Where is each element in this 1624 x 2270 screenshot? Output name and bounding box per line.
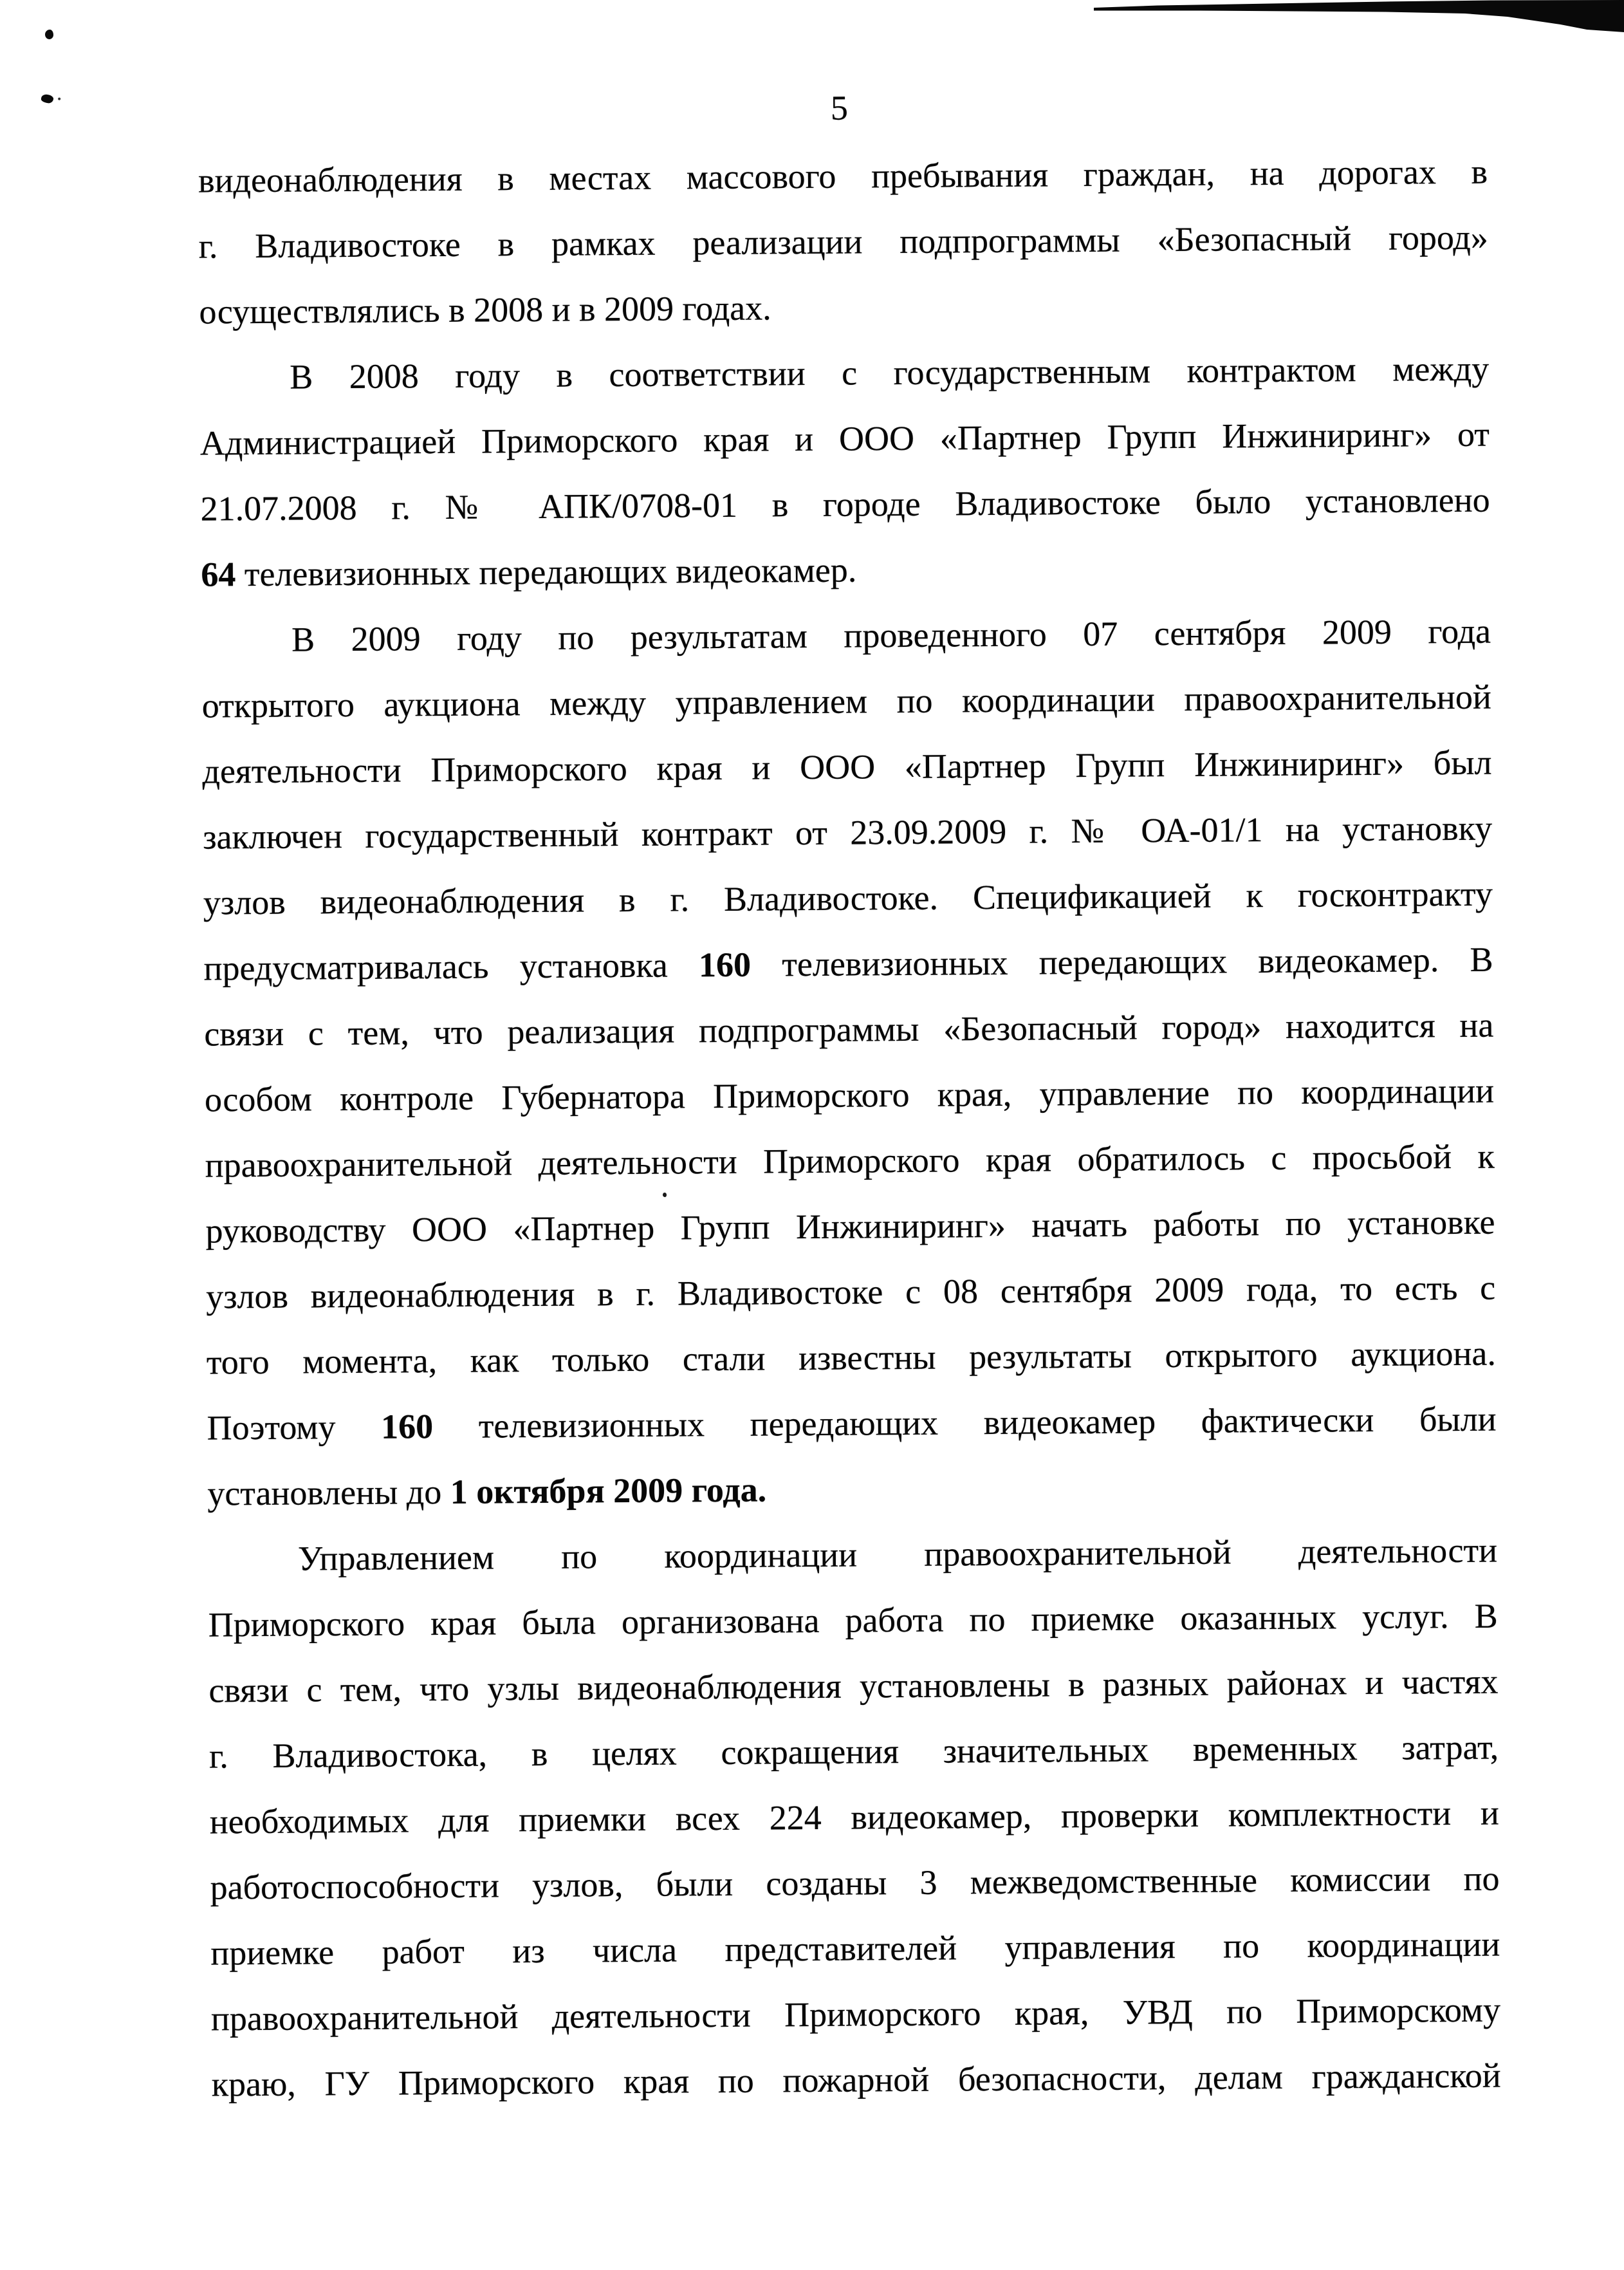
text-line [210, 1846, 1500, 1921]
text-line [205, 1058, 1495, 1133]
text-segment: г. Владивостоке в рамках реализации подпрограммы «Безопасный город» [198, 218, 1488, 266]
text-segment: В 2008 году в соответствии с государственным контрактом между [290, 349, 1490, 396]
text-segment: предусматривалась установка [203, 945, 699, 988]
text-line [200, 467, 1490, 542]
text-line [208, 1583, 1498, 1658]
text-line [201, 533, 1491, 608]
text-segment: заключен государственный контракт от 23.09.2009 г. № ОА-01/1 на установку [202, 808, 1493, 857]
text-line [211, 1977, 1501, 2052]
text-line [198, 139, 1488, 214]
text-segment: В 2009 году по результатам проведенного 07 сентября 2009 года [291, 611, 1491, 659]
text-segment: телевизионных передающих видеокамер фактически были [432, 1399, 1497, 1446]
text-segment: узлов видеонаблюдения в г. Владивостоке с 08 сентября 2009 года, то есть с [205, 1268, 1496, 1316]
text-line [201, 664, 1491, 739]
text-segment: Поэтому [207, 1407, 382, 1447]
bold-text-segment: 160 [380, 1407, 434, 1446]
text-line [201, 599, 1491, 673]
text-segment: руководству ООО «Партнер Групп Инжиниринг» начать работы по установке [205, 1202, 1495, 1251]
text-line [199, 336, 1490, 411]
bold-text-segment: 1 октября 2009 года. [450, 1470, 767, 1511]
text-line [204, 992, 1494, 1067]
text-segment: Приморского края была организована работа по приемке оказанных услуг. В [208, 1596, 1498, 1644]
bold-text-segment: 160 [698, 945, 752, 985]
text-segment: работоспособности узлов, были созданы 3 межведомственные комиссии по [210, 1859, 1500, 1907]
text-line [208, 1518, 1498, 1592]
text-segment: приемке работ из числа представителей управления по координации [210, 1924, 1500, 1973]
text-line [203, 861, 1493, 936]
bold-text-segment: 64 [201, 555, 236, 594]
text-segment: Администрацией Приморского края и ООО «Партнер Групп Инжиниринг» от [199, 414, 1490, 463]
text-segment: открытого аукциона между управлением по координации правоохранительной [201, 677, 1491, 725]
text-segment: видеонаблюдения в местах массового пребывания граждан, на дорогах в [198, 152, 1488, 200]
document-text [198, 139, 1501, 2117]
text-line [210, 1912, 1500, 1986]
text-line [211, 2043, 1501, 2117]
text-line [209, 1715, 1499, 1789]
text-segment: того момента, как только стали известны результаты открытого аукциона. [206, 1334, 1497, 1382]
text-segment: краю, ГУ Приморского края по пожарной безопасности, делам гражданской [211, 2056, 1501, 2104]
page-number: 5 [830, 88, 849, 127]
text-line [205, 1124, 1495, 1198]
text-line [205, 1189, 1495, 1264]
text-line [206, 1255, 1496, 1330]
text-segment: особом контроле Губернатора Приморского края, управление по координации [204, 1071, 1495, 1119]
text-line [210, 1780, 1500, 1855]
text-line [207, 1386, 1497, 1461]
text-line [198, 205, 1488, 279]
text-line [208, 1649, 1499, 1724]
text-line [200, 402, 1490, 476]
text-segment: узлов видеонаблюдения в г. Владивостоке. Спецификацией к госконтракту [203, 874, 1493, 922]
text-line [207, 1321, 1497, 1395]
text-line [202, 730, 1492, 805]
text-line [203, 927, 1493, 1001]
text-line [203, 795, 1493, 870]
text-segment: телевизионных передающих видеокамер. [235, 550, 857, 594]
text-segment: связи с тем, что узлы видеонаблюдения установлены в разных районах и частях [208, 1662, 1499, 1710]
text-segment: телевизионных передающих видеокамер. В [750, 940, 1493, 984]
text-segment: осуществлялись в 2008 и в 2009 годах. [199, 288, 771, 331]
text-segment: связи с тем, что реализация подпрограммы «Безопасный город» находится на [204, 1005, 1494, 1054]
text-segment: деятельности Приморского края и ООО «Партнер Групп Инжиниринг» был [202, 743, 1492, 791]
text-segment: необходимых для приемки всех 224 видеокамер, проверки комплектности и [209, 1793, 1500, 1841]
text-segment: установлены до [207, 1472, 450, 1513]
text-line [207, 1452, 1497, 1527]
text-segment: правоохранительной деятельности Приморского края обратилось с просьбой к [205, 1137, 1495, 1185]
text-segment: 21.07.2008 г. № АПК/0708-01 в городе Владивостоке было установлено [200, 480, 1490, 528]
text-segment: правоохранительной деятельности Приморского края, УВД по Приморскому [210, 1990, 1501, 2038]
text-segment: Управлением по координации правоохранительной деятельности [297, 1530, 1498, 1578]
text-segment: г. Владивостока, в целях сокращения значительных временных затрат, [208, 1727, 1499, 1776]
text-line [199, 270, 1489, 345]
